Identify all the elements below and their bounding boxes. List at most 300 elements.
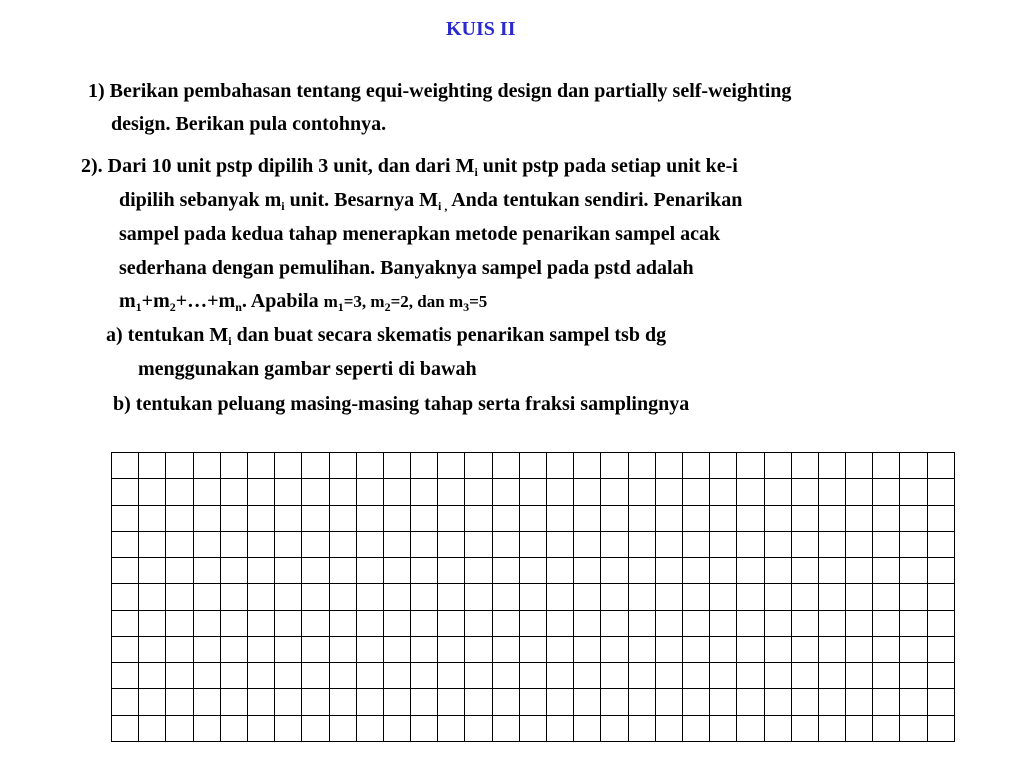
grid-row — [112, 715, 955, 741]
question-2a-line-1: a) tentukan $M_i$ dan buat secara skematis penarikan sampel tsb dg — [106, 324, 667, 348]
grid-cell — [275, 715, 302, 741]
grid-cell — [846, 558, 873, 584]
grid-cell — [873, 689, 900, 715]
grid-cell — [465, 689, 492, 715]
grid-cell — [492, 558, 519, 584]
grid-cell — [873, 505, 900, 531]
grid-cell — [247, 531, 274, 557]
grid-cell — [438, 610, 465, 636]
grid-cell — [900, 689, 927, 715]
grid-cell — [220, 505, 247, 531]
grid-cell — [438, 663, 465, 689]
grid-cell — [193, 715, 220, 741]
grid-cell — [682, 610, 709, 636]
grid-cell — [628, 505, 655, 531]
grid-cell — [574, 584, 601, 610]
grid-row — [112, 505, 955, 531]
grid-cell — [492, 453, 519, 479]
grid-cell — [193, 531, 220, 557]
grid-cell — [764, 715, 791, 741]
grid-cell — [411, 505, 438, 531]
grid-cell — [302, 636, 329, 662]
grid-cell — [492, 479, 519, 505]
grid-cell — [791, 479, 818, 505]
grid-cell — [628, 584, 655, 610]
grid-cell — [438, 453, 465, 479]
grid-cell — [628, 558, 655, 584]
grid-cell — [655, 531, 682, 557]
grid-cell — [411, 453, 438, 479]
grid-cell — [220, 610, 247, 636]
grid-cell — [492, 636, 519, 662]
grid-cell — [302, 531, 329, 557]
grid-cell — [601, 663, 628, 689]
grid-row — [112, 584, 955, 610]
grid-cell — [764, 558, 791, 584]
grid-cell — [465, 715, 492, 741]
grid-cell — [927, 689, 954, 715]
question-2b: b) tentukan peluang masing-masing tahap serta fraksi samplingnya — [113, 393, 690, 415]
grid-cell — [112, 479, 139, 505]
grid-cell — [655, 505, 682, 531]
grid-cell — [873, 584, 900, 610]
grid-cell — [873, 453, 900, 479]
grid-cell — [112, 636, 139, 662]
grid-cell — [193, 689, 220, 715]
grid-cell — [383, 505, 410, 531]
grid-cell — [927, 453, 954, 479]
grid-cell — [818, 610, 845, 636]
grid-cell — [275, 453, 302, 479]
grid-cell — [927, 505, 954, 531]
grid-cell — [465, 663, 492, 689]
grid-cell — [465, 558, 492, 584]
grid-cell — [519, 584, 546, 610]
grid-cell — [193, 610, 220, 636]
grid-cell — [927, 479, 954, 505]
grid-cell — [655, 715, 682, 741]
grid-cell — [329, 531, 356, 557]
grid-cell — [764, 584, 791, 610]
grid-cell — [438, 689, 465, 715]
grid-cell — [900, 531, 927, 557]
grid-cell — [519, 663, 546, 689]
grid-cell — [356, 531, 383, 557]
grid-cell — [846, 453, 873, 479]
grid-cell — [791, 584, 818, 610]
grid-row — [112, 689, 955, 715]
grid-cell — [411, 584, 438, 610]
grid-cell — [329, 663, 356, 689]
grid-cell — [818, 558, 845, 584]
grid-cell — [873, 610, 900, 636]
grid-cell — [329, 636, 356, 662]
grid-cell — [383, 584, 410, 610]
grid-cell — [873, 715, 900, 741]
grid-cell — [383, 689, 410, 715]
grid-cell — [247, 636, 274, 662]
grid-cell — [737, 689, 764, 715]
grid-cell — [710, 715, 737, 741]
grid-cell — [818, 531, 845, 557]
grid-cell — [601, 715, 628, 741]
grid-cell — [737, 558, 764, 584]
grid-cell — [139, 558, 166, 584]
grid-cell — [411, 479, 438, 505]
grid-cell — [411, 715, 438, 741]
grid-cell — [737, 479, 764, 505]
grid-cell — [601, 479, 628, 505]
grid-cell — [710, 584, 737, 610]
grid-cell — [818, 479, 845, 505]
grid-cell — [519, 479, 546, 505]
grid-cell — [220, 558, 247, 584]
grid-cell — [329, 505, 356, 531]
grid-cell — [356, 663, 383, 689]
grid-cell — [166, 453, 193, 479]
grid-cell — [438, 558, 465, 584]
grid-cell — [383, 531, 410, 557]
grid-cell — [737, 715, 764, 741]
grid-cell — [547, 531, 574, 557]
grid-cell — [682, 505, 709, 531]
grid-cell — [900, 479, 927, 505]
grid-cell — [139, 636, 166, 662]
grid-cell — [247, 610, 274, 636]
grid-cell — [275, 689, 302, 715]
grid-row — [112, 610, 955, 636]
grid-cell — [927, 610, 954, 636]
grid-cell — [574, 479, 601, 505]
grid-cell — [220, 584, 247, 610]
grid-cell — [302, 584, 329, 610]
grid-cell — [873, 636, 900, 662]
grid-cell — [710, 505, 737, 531]
grid-cell — [601, 689, 628, 715]
grid-cell — [547, 453, 574, 479]
grid-cell — [791, 505, 818, 531]
grid-cell — [302, 479, 329, 505]
grid-cell — [166, 584, 193, 610]
grid-cell — [846, 479, 873, 505]
grid-cell — [139, 610, 166, 636]
grid-cell — [764, 453, 791, 479]
grid-cell — [764, 610, 791, 636]
grid-cell — [818, 663, 845, 689]
grid-cell — [655, 584, 682, 610]
grid-row — [112, 453, 955, 479]
grid-cell — [737, 453, 764, 479]
grid-cell — [682, 689, 709, 715]
grid-cell — [710, 689, 737, 715]
grid-cell — [900, 453, 927, 479]
grid-cell — [574, 715, 601, 741]
grid-cell — [302, 663, 329, 689]
grid-cell — [220, 479, 247, 505]
grid-cell — [655, 558, 682, 584]
grid-cell — [519, 505, 546, 531]
grid-cell — [438, 715, 465, 741]
grid-cell — [329, 453, 356, 479]
question-1-line-2: design. Berikan pula contohnya. — [111, 113, 387, 135]
grid-cell — [139, 505, 166, 531]
page-title: KUIS II — [446, 18, 516, 40]
grid-cell — [193, 584, 220, 610]
grid-cell — [166, 531, 193, 557]
grid-cell — [547, 663, 574, 689]
grid-cell — [846, 584, 873, 610]
question-1-line-1: 1) Berikan pembahasan tentang equi-weighting design dan partially self-weighting — [88, 80, 792, 102]
grid-cell — [329, 689, 356, 715]
grid-cell — [220, 689, 247, 715]
grid-cell — [356, 610, 383, 636]
grid-cell — [927, 531, 954, 557]
grid-cell — [601, 584, 628, 610]
grid-cell — [139, 479, 166, 505]
grid-cell — [846, 663, 873, 689]
grid-cell — [438, 584, 465, 610]
grid-row — [112, 479, 955, 505]
grid-cell — [112, 584, 139, 610]
grid-cell — [927, 636, 954, 662]
grid-cell — [356, 636, 383, 662]
grid-cell — [492, 663, 519, 689]
grid-cell — [791, 558, 818, 584]
grid-cell — [275, 558, 302, 584]
grid-cell — [818, 584, 845, 610]
grid-cell — [710, 663, 737, 689]
grid-cell — [302, 453, 329, 479]
question-2-line-2: dipilih sebanyak $m_i$ unit. Besarnya $M_{i ,}$ Anda tentukan sendiri. Penarikan — [119, 189, 743, 213]
grid-cell — [547, 715, 574, 741]
question-2-line-1: 2). Dari 10 unit pstp dipilih 3 unit, dan dari $M_i$ unit pstp pada setiap unit ke-i — [81, 155, 738, 179]
grid-cell — [547, 689, 574, 715]
grid-cell — [846, 505, 873, 531]
grid-cell — [247, 715, 274, 741]
grid-cell — [247, 558, 274, 584]
grid-cell — [139, 663, 166, 689]
grid-cell — [547, 584, 574, 610]
question-2-line-5: $m_1+m_2+\dots+m_n$. Apabila $m_1=3$, $m_2=2$, dan $m_3=5$ — [119, 290, 488, 314]
grid-cell — [492, 505, 519, 531]
grid-cell — [519, 715, 546, 741]
grid-cell — [764, 531, 791, 557]
grid-cell — [846, 610, 873, 636]
grid-cell — [302, 715, 329, 741]
grid-cell — [438, 479, 465, 505]
grid-cell — [193, 453, 220, 479]
grid-cell — [220, 636, 247, 662]
grid-cell — [846, 636, 873, 662]
grid-cell — [710, 610, 737, 636]
grid-cell — [275, 531, 302, 557]
grid-cell — [492, 689, 519, 715]
grid-cell — [139, 689, 166, 715]
grid-cell — [519, 558, 546, 584]
grid-cell — [791, 610, 818, 636]
grid-cell — [220, 715, 247, 741]
grid-cell — [655, 453, 682, 479]
grid-cell — [900, 715, 927, 741]
grid-cell — [791, 663, 818, 689]
grid-cell — [411, 689, 438, 715]
grid-cell — [112, 453, 139, 479]
grid-cell — [791, 689, 818, 715]
grid-cell — [383, 663, 410, 689]
grid-cell — [791, 531, 818, 557]
grid-cell — [492, 715, 519, 741]
grid-cell — [302, 689, 329, 715]
question-2a-line-2: menggunakan gambar seperti di bawah — [138, 358, 477, 380]
grid-cell — [112, 558, 139, 584]
grid-cell — [492, 531, 519, 557]
grid-cell — [710, 636, 737, 662]
grid-cell — [193, 505, 220, 531]
grid-cell — [682, 453, 709, 479]
grid-cell — [601, 531, 628, 557]
grid-cell — [519, 689, 546, 715]
grid-cell — [601, 610, 628, 636]
grid-cell — [818, 505, 845, 531]
sampling-grid — [111, 452, 955, 742]
grid-cell — [547, 636, 574, 662]
grid-cell — [193, 479, 220, 505]
grid-cell — [275, 584, 302, 610]
grid-cell — [900, 584, 927, 610]
grid-cell — [166, 689, 193, 715]
grid-cell — [329, 479, 356, 505]
grid-cell — [166, 636, 193, 662]
grid-cell — [166, 479, 193, 505]
grid-cell — [682, 558, 709, 584]
grid-cell — [383, 715, 410, 741]
grid-cell — [411, 636, 438, 662]
grid-cell — [275, 505, 302, 531]
grid-cell — [873, 558, 900, 584]
grid-cell — [655, 636, 682, 662]
grid-cell — [519, 636, 546, 662]
grid-cell — [927, 584, 954, 610]
grid-cell — [682, 531, 709, 557]
grid-cell — [873, 531, 900, 557]
grid-cell — [601, 558, 628, 584]
grid-cell — [112, 505, 139, 531]
grid-cell — [900, 558, 927, 584]
grid-cell — [846, 689, 873, 715]
grid-cell — [519, 453, 546, 479]
grid-cell — [302, 505, 329, 531]
grid-cell — [112, 689, 139, 715]
grid-cell — [547, 505, 574, 531]
grid-cell — [547, 479, 574, 505]
grid-cell — [356, 505, 383, 531]
grid-cell — [356, 558, 383, 584]
grid-cell — [574, 610, 601, 636]
grid-cell — [628, 689, 655, 715]
grid-cell — [574, 663, 601, 689]
grid-cell — [628, 610, 655, 636]
grid-cell — [247, 453, 274, 479]
grid-cell — [411, 558, 438, 584]
grid-cell — [846, 531, 873, 557]
grid-cell — [465, 479, 492, 505]
grid-cell — [655, 479, 682, 505]
grid-cell — [356, 453, 383, 479]
grid-cell — [655, 610, 682, 636]
grid-cell — [492, 610, 519, 636]
grid-cell — [302, 610, 329, 636]
grid-cell — [247, 663, 274, 689]
grid-cell — [710, 531, 737, 557]
grid-cell — [873, 479, 900, 505]
grid-cell — [764, 505, 791, 531]
grid-cell — [166, 505, 193, 531]
grid-cell — [356, 715, 383, 741]
grid-cell — [329, 584, 356, 610]
grid-cell — [873, 663, 900, 689]
grid-cell — [193, 636, 220, 662]
grid-cell — [519, 531, 546, 557]
grid-cell — [302, 558, 329, 584]
grid-cell — [112, 663, 139, 689]
grid-cell — [275, 663, 302, 689]
question-2-line-3: sampel pada kedua tahap menerapkan metode penarikan sampel acak — [119, 223, 721, 245]
grid-cell — [112, 715, 139, 741]
grid-cell — [465, 505, 492, 531]
grid-cell — [737, 663, 764, 689]
grid-row — [112, 531, 955, 557]
grid-cell — [383, 636, 410, 662]
grid-row — [112, 636, 955, 662]
grid-cell — [628, 715, 655, 741]
grid-cell — [927, 715, 954, 741]
grid-cell — [628, 636, 655, 662]
grid-cell — [601, 636, 628, 662]
grid-cell — [628, 453, 655, 479]
grid-cell — [465, 636, 492, 662]
grid-cell — [628, 479, 655, 505]
grid-cell — [601, 453, 628, 479]
grid-cell — [900, 505, 927, 531]
grid-cell — [574, 531, 601, 557]
grid-cell — [764, 689, 791, 715]
grid-cell — [927, 558, 954, 584]
grid-cell — [411, 610, 438, 636]
grid-cell — [682, 584, 709, 610]
grid-cell — [247, 505, 274, 531]
grid-cell — [329, 715, 356, 741]
grid-cell — [193, 558, 220, 584]
grid-cell — [547, 610, 574, 636]
grid-cell — [628, 663, 655, 689]
grid-cell — [112, 610, 139, 636]
grid-cell — [574, 689, 601, 715]
grid-cell — [846, 715, 873, 741]
grid-cell — [818, 715, 845, 741]
grid-cell — [383, 453, 410, 479]
grid-cell — [383, 479, 410, 505]
grid-cell — [112, 531, 139, 557]
grid-cell — [220, 531, 247, 557]
grid-cell — [438, 636, 465, 662]
grid-cell — [764, 663, 791, 689]
grid-cell — [438, 531, 465, 557]
grid-cell — [791, 453, 818, 479]
grid-row — [112, 558, 955, 584]
grid-cell — [465, 531, 492, 557]
grid-cell — [574, 453, 601, 479]
grid-cell — [329, 610, 356, 636]
